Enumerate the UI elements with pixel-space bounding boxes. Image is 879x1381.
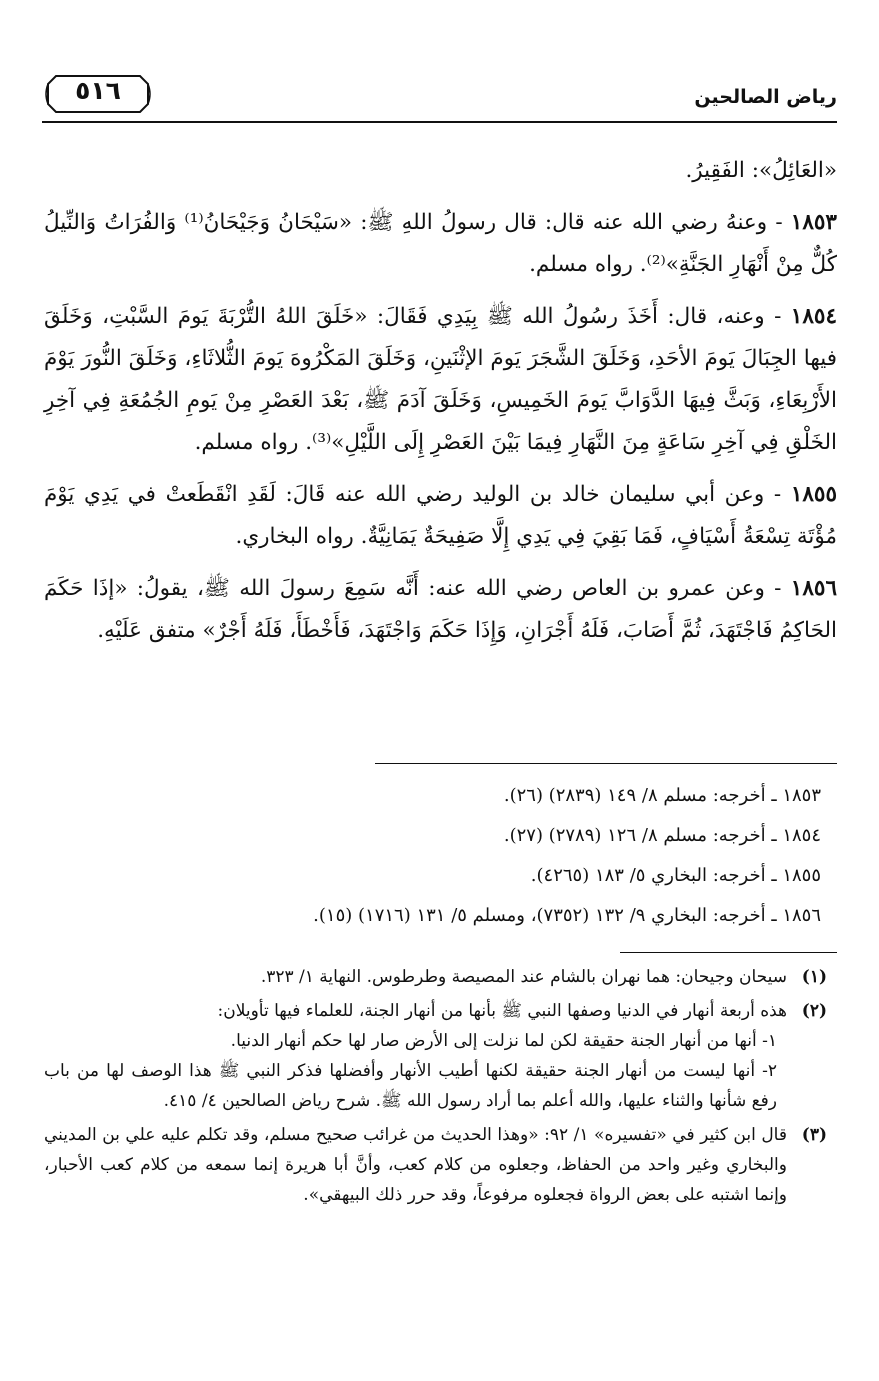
page-number: ٥١٦ [75, 76, 121, 105]
footnote-text: سيحان وجيحان: هما نهران بالشام عند المصيصة وطرطوس. النهاية ١/ ٣٢٣. [260, 967, 787, 987]
hadith-1855 [44, 474, 837, 558]
footnote-3 [44, 1120, 827, 1210]
footnotes-divider [620, 952, 837, 953]
hadith-number: ١٨٥٦ [790, 576, 837, 601]
footnotes [44, 962, 827, 1214]
hadith-number: ١٨٥٣ [790, 210, 837, 235]
references-divider [375, 763, 837, 764]
page-header [42, 70, 837, 124]
main-text [44, 150, 837, 662]
hadith-1856 [44, 568, 837, 652]
hadith-number: ١٨٥٥ [790, 482, 838, 507]
page-number-frame [42, 70, 154, 118]
reference-item: ١٨٥٤ ـ أخرجه: مسلم ٨/ ١٢٦ (٢٧٨٩) (٢٧). [503, 825, 821, 846]
references-list [44, 776, 821, 936]
footnote-mark: (٢) [801, 1001, 827, 1021]
footnote-mark: (١) [801, 967, 827, 987]
footnote-2 [44, 996, 827, 1116]
hadith-text: - وعنهُ رضي الله عنه قال: قال رسولُ اللهِ ﷺ: «سَيْحَانُ وَجَيْحَانُ⁽¹⁾ وَالفُرَاتُ وَالنِّيلُ كُلٌّ مِنْ أَنْهَارِ الجَنَّةِ»⁽²⁾. رواه مسلم. [44, 210, 837, 277]
footnote-text: قال ابن كثير في «تفسيره» ١/ ٩٢: «وهذا الحديث من غرائب صحيح مسلم، وقد تكلم عليه علي بن المديني والبخاري وغير واحد من الحفاظ، وجعلوه من كلام كعب، وأنَّ أبا هريرة إنما سمعه من كلام كعب الأحبار، وإنما اشتبه على بعض الرواة فجعلوه مرفوعاً، وقد حرر ذلك البيهقي». [44, 1125, 787, 1205]
footnote-text: هذه أربعة أنهار في الدنيا وصفها النبي ﷺ بأنها من أنهار الجنة، للعلماء فيها تأويلان: [217, 1001, 787, 1021]
hadith-text: - وعنه، قال: أَخَذَ رسُولُ الله ﷺ بِيَدِي فَقَالَ: «خَلَقَ اللهُ التُّرْبَةَ يَومَ السَّبْتِ، وَخَلَقَ فيها الجِبَالَ يَومَ الأحَدِ، وَخَلَقَ الشَّجَرَ يَومَ الإثْنَينِ، وَخَلَقَ المَكْرُوهَ يَومَ الثُّلاثَاءِ، وَخَلَقَ النُّورَ يَوْمَ الأَرْبِعَاءِ، وَبَثَّ فِيهَا الدَّوَابَّ يَومَ الخَمِيسِ، وَخَلَقَ آدَمَ ﷺ، بَعْدَ العَصْرِ مِنْ يَومِ الجُمُعَةِ فِي آخِرِ الخَلْقِ فِي آخِرِ سَاعَةٍ مِنَ النَّهَارِ فِيمَا بَيْنَ العَصْرِ إِلَى اللَّيْلِ»⁽³⁾. رواه مسلم. [44, 304, 837, 455]
header-divider [42, 121, 837, 123]
reference-item: ١٨٥٣ ـ أخرجه: مسلم ٨/ ١٤٩ (٢٨٣٩) (٢٦). [503, 785, 821, 806]
hadith-text: - وعن عمرو بن العاص رضي الله عنه: أَنَّه سَمِعَ رسولَ الله ﷺ، يقولُ: «إذَا حَكَمَ الحَاكِمُ فَاجْتَهَدَ، ثُمَّ أَصَابَ، فَلَهُ أَجْرَانِ، وَإِذَا حَكَمَ وَاجْتَهَدَ، فَأَخْطَأَ، فَلَهُ أَجْرٌ» متفق عَلَيْهِ. [44, 576, 837, 643]
footnote-mark: (٣) [801, 1125, 827, 1145]
book-title: رياض الصالحين [694, 86, 837, 108]
hadith-text: - وعن أبي سليمان خالد بن الوليد رضي الله عنه قَالَ: لَقَدِ انْقَطَعتْ في يَدِي يَوْمَ مُؤْتَة تِسْعَةُ أَسْيَافٍ، فَمَا بَقِيَ فِي يَدِي إِلَّا صَفِيحَةٌ يَمَانِيَّةٌ. رواه البخاري. [44, 482, 837, 549]
footnote-subpoint: ٢- أنها ليست من أنهار الجنة حقيقة لكنها أطيب الأنهار وأفضلها فذكر النبي ﷺ هذا الوصف لها من باب رفع شأنها والثناء عليها، والله أعلم بما أراد رسول الله ﷺ. شرح رياض الصالحين ٤/ ٤١٥. [44, 1061, 777, 1111]
definition-line: «العَائِلُ»: الفَقِيرُ. [685, 158, 837, 183]
reference-item: ١٨٥٦ ـ أخرجه: البخاري ٩/ ١٣٢ (٧٣٥٢)، ومسلم ٥/ ١٣١ (١٧١٦) (١٥). [313, 905, 821, 926]
footnote-subpoint: ١- أنها من أنهار الجنة حقيقة لكن لما نزلت إلى الأرض صار لها حكم أنهار الدنيا. [230, 1031, 777, 1051]
reference-item: ١٨٥٥ ـ أخرجه: البخاري ٥/ ١٨٣ (٤٢٦٥). [530, 865, 821, 886]
hadith-1854 [44, 296, 837, 464]
hadith-1853 [44, 202, 837, 286]
footnote-1 [44, 962, 827, 992]
hadith-number: ١٨٥٤ [790, 304, 837, 329]
